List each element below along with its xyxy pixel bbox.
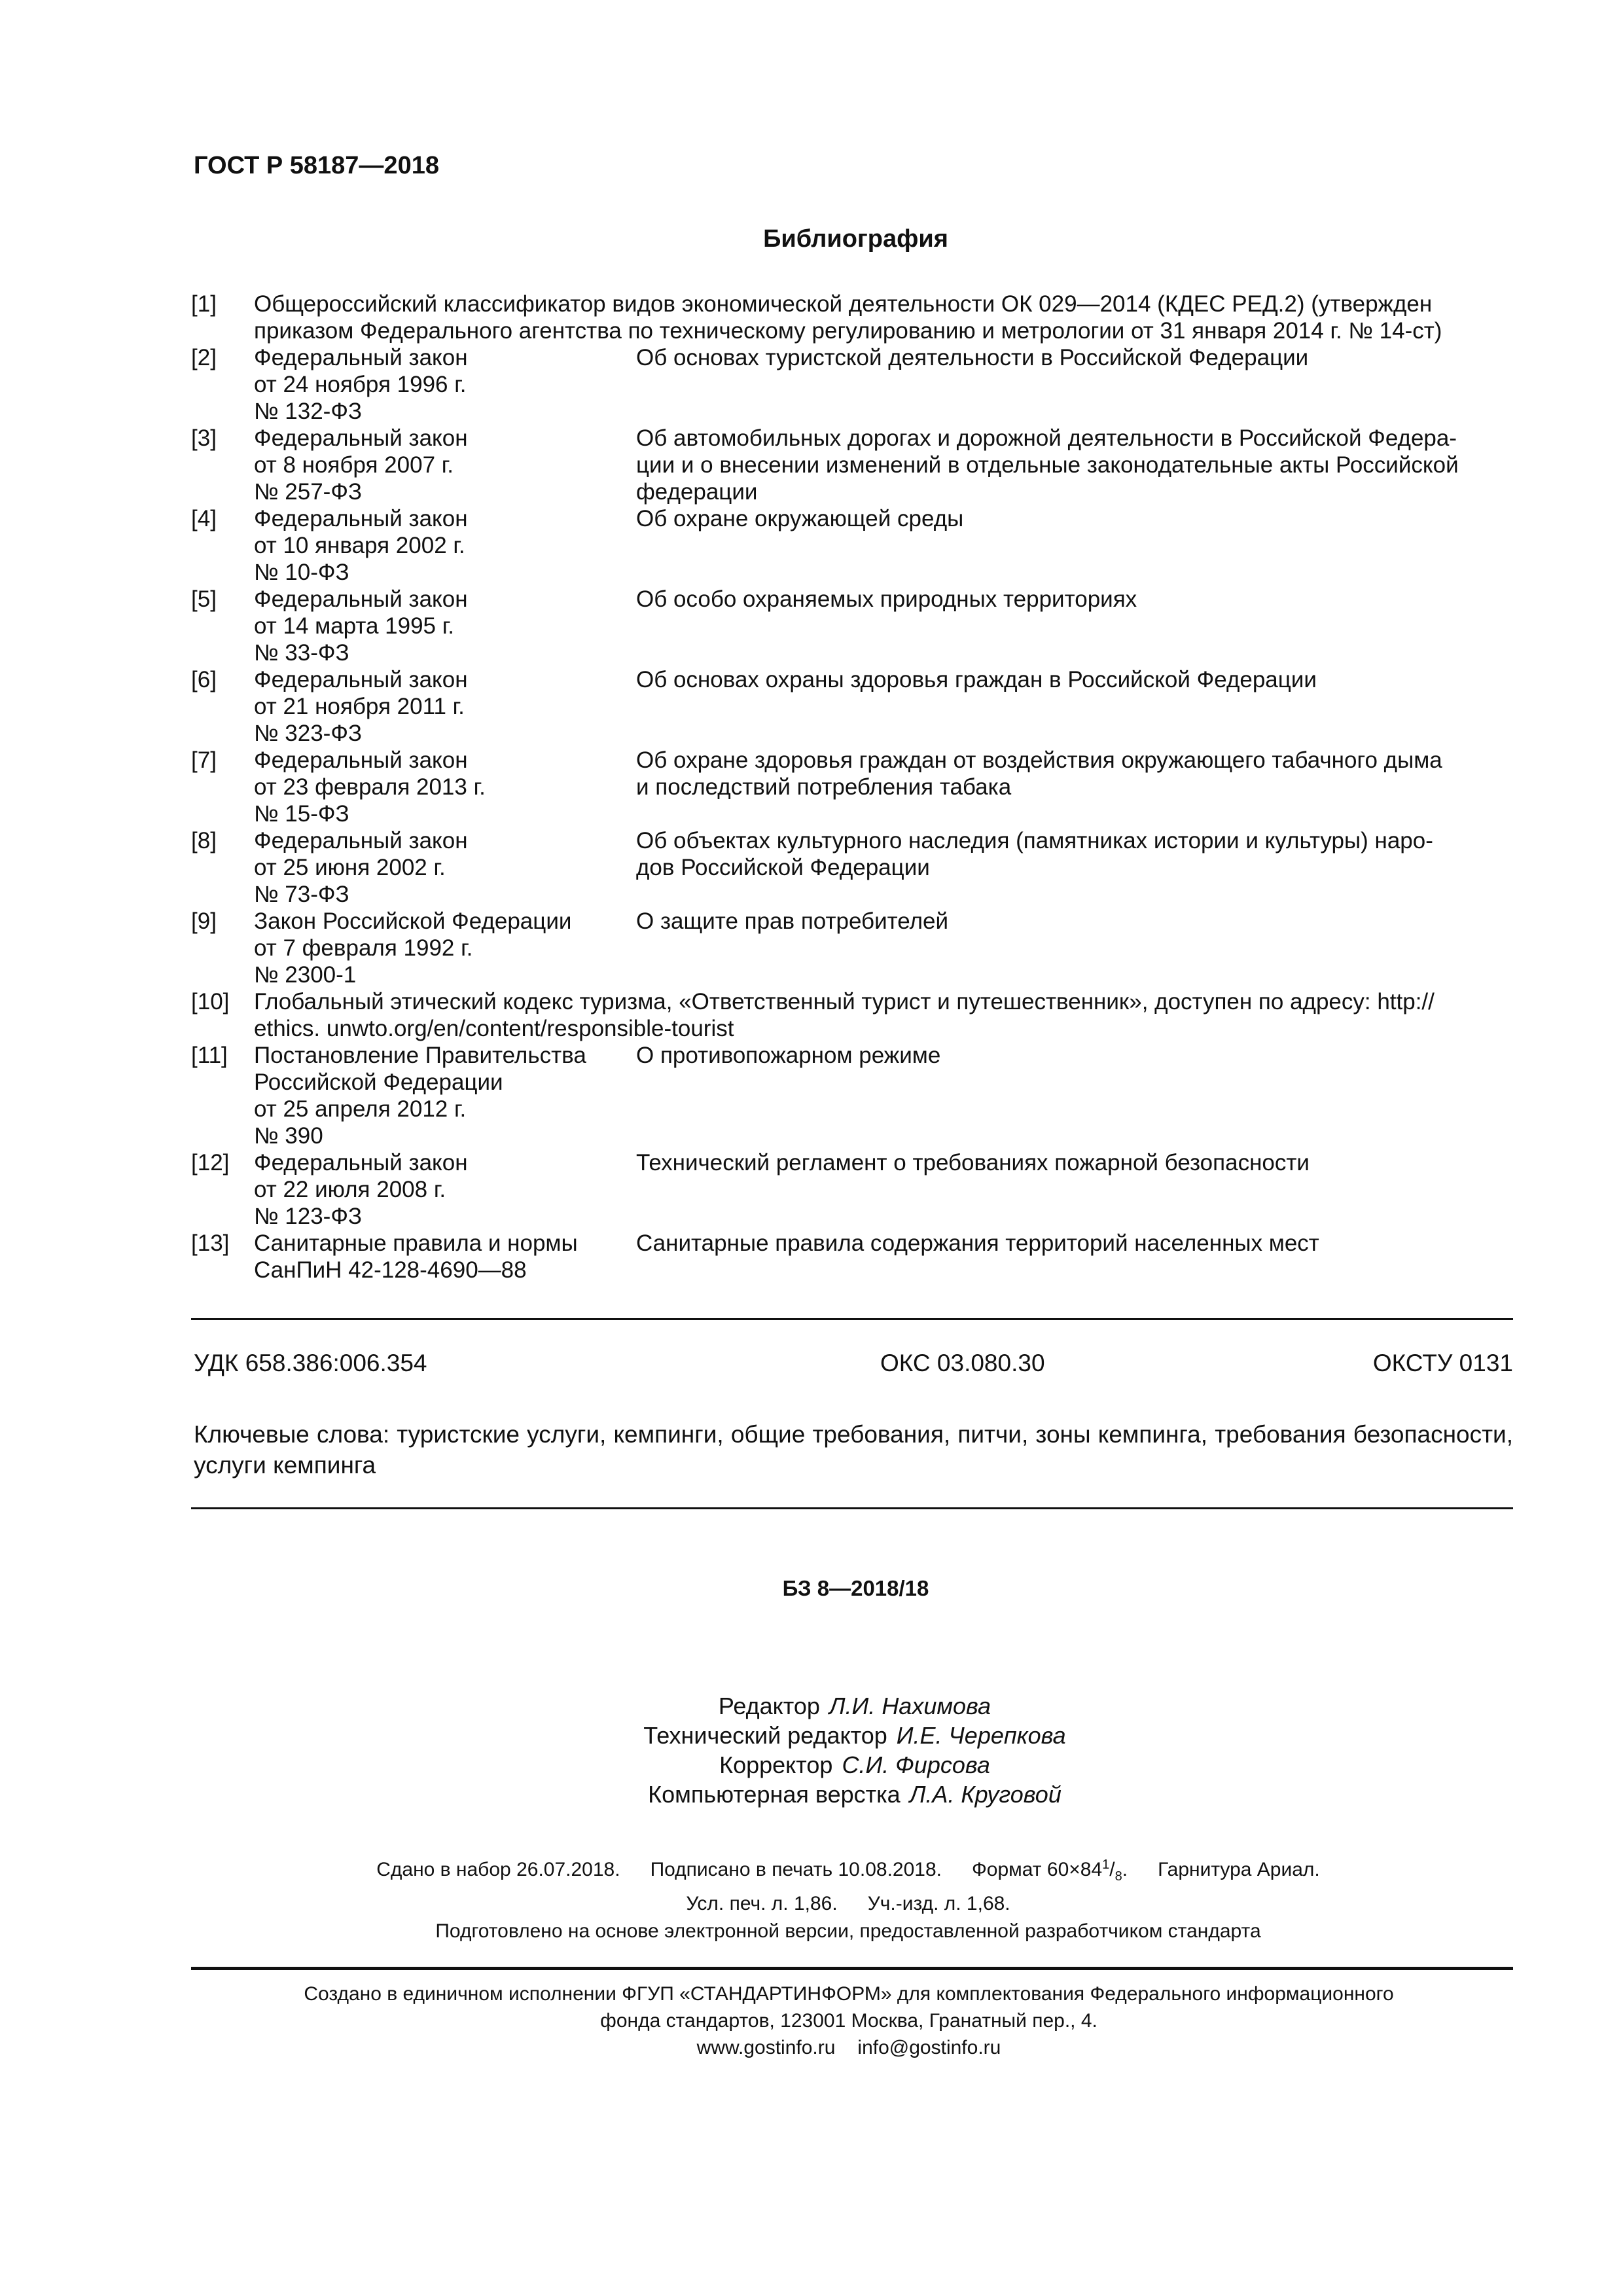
entry-number: [4] [191,506,217,531]
entry-number: [2] [191,345,217,370]
staff-line: Корректор С.И. Фирсова [719,1751,990,1778]
okstu-code: ОКСТУ 0131 [1372,1350,1513,1376]
entry-document: Санитарные правила и нормы СанПиН 42-128-4690—88 [254,1230,578,1283]
entry-document: Федеральный закон от 22 июля 2008 г. № 123-ФЗ [254,1150,468,1229]
entry-title: Об особо охраняемых природных территориях [636,586,1137,612]
email-link[interactable]: info@gostinfo.ru [857,2037,1001,2058]
keywords: Ключевые слова: туристские услуги, кемпинги, общие требования, питчи, зоны кемпинга, требования безопасности, услуги кемпинга [194,1421,1513,1479]
entry-number: [7] [191,747,217,773]
divider [191,1507,1513,1509]
bibliography-entry [191,666,1513,747]
entry-number: [3] [191,425,217,451]
imprint-line-1: Сдано в набор 26.07.2018. Подписано в печать 10.08.2018. Формат $60\times 84^1/_8$. Гарнитура Ариал. [376,1857,1320,1884]
bibliography-entry [191,344,1513,425]
entry-number: [13] [191,1230,230,1256]
entry-document: Федеральный закон от 25 июня 2002 г. № 73-ФЗ [254,828,468,907]
bibliography-entry [191,1230,1513,1283]
entry-title: О защите прав потребителей [636,908,949,934]
entry-number: [8] [191,828,217,853]
entry-document: Постановление Правительства Российской Федерации от 25 апреля 2012 г. № 390 [254,1043,586,1149]
entry-document: Федеральный закон от 8 ноября 2007 г. № 257-ФЗ [254,425,468,505]
bibliography-list [191,291,1513,1283]
staff-line: Технический редактор И.Е. Черепкова [643,1722,1066,1749]
entry-number: [11] [191,1043,228,1068]
bibliography-entry [191,827,1513,908]
imprint [0,1851,1623,1945]
entry-title: Технический регламент о требованиях пожарной безопасности [636,1150,1310,1175]
bibliography-title: Библиография [763,225,948,253]
bibliography-entry [191,291,1513,344]
entry-title: Санитарные правила содержания территорий населенных мест [636,1230,1319,1256]
imprint-line-2: Усл. печ. л. 1,86. Уч.-изд. л. 1,68. [686,1893,1010,1914]
staff-line: Редактор Л.И. Нахимова [718,1693,991,1719]
entry-number: [6] [191,667,217,692]
imprint-line-3: Подготовлено на основе электронной версии, предоставленной разработчиком стандарта [435,1920,1261,1942]
udk-code: УДК 658.386:006.354 [194,1350,427,1376]
bibliography-entry [191,747,1513,827]
oks-code: ОКС 03.080.30 [880,1350,1045,1376]
entry-title: Об основах охраны здоровья граждан в Российской Федерации [636,667,1317,692]
entry-number: [12] [191,1150,230,1175]
bibliography-entry [191,586,1513,666]
entry-document: Федеральный закон от 14 марта 1995 г. № 33-ФЗ [254,586,468,666]
bibliography-entry [191,1149,1513,1230]
entry-title: Об охране здоровья граждан от воздействия окружающего табачного дыма и последствий потребления табака [636,747,1442,800]
entry-title: Об охране окружающей среды [636,506,964,531]
entry-number: [1] [191,291,217,317]
entry-document: Федеральный закон от 21 ноября 2011 г. № 323-ФЗ [254,667,468,746]
entry-document: Закон Российской Федерации от 7 февраля 1992 г. № 2300-1 [254,908,572,988]
bibliography-entry [191,505,1513,586]
entry-number: [9] [191,908,217,934]
entry-document: Федеральный закон от 24 ноября 1996 г. № 132-ФЗ [254,345,468,424]
entry-text: Глобальный этический кодекс туризма, «Ответственный турист и путешественник», доступен по адресу: http:// ethics. unwto.org/en/content/responsible-tourist [254,989,1435,1041]
entry-title: Об объектах культурного наследия (памятниках истории и культуры) наро- дов Российской Федерации [636,828,1433,880]
website-link[interactable]: www.gostinfo.ru [696,2037,836,2058]
entry-title: О противопожарном режиме [636,1043,941,1068]
entry-title: Об автомобильных дорогах и дорожной деятельности в Российской Федера- ции и о внесении изменений в отдельные законодательные акты Российской федерации [636,425,1459,505]
entry-text: Общероссийский классификатор видов экономической деятельности ОК 029—2014 (КДЕС РЕД.2) (утвержден приказом Федерального агентства по техническому регулированию и метрологии от 31 января 2014 г. № 14-ст) [254,291,1442,344]
entry-document: Федеральный закон от 10 января 2002 г. № 10-ФЗ [254,506,468,585]
entry-title: Об основах туристской деятельности в Российской Федерации [636,345,1309,370]
bibliography-entry [191,988,1513,1042]
document-code: ГОСТ Р 58187—2018 [194,152,439,179]
divider [191,1318,1513,1320]
entry-document: Федеральный закон от 23 февраля 2013 г. № 15-ФЗ [254,747,486,827]
staff-list [0,1691,1623,1809]
divider-bold [191,1967,1513,1970]
entry-number: [10] [191,989,230,1014]
staff-line: Компьютерная верстка Л.А. Круговой [648,1781,1061,1808]
bz-number: БЗ 8—2018/18 [782,1576,929,1600]
bibliography-entry [191,1042,1513,1149]
entry-number: [5] [191,586,217,612]
bibliography-entry [191,908,1513,988]
bibliography-entry [191,425,1513,505]
footer: Создано в единичном исполнении ФГУП «СТАНДАРТИНФОРМ» для комплектования Федерального информационного фонда стандартов, 123001 Москва, Гранатный пер., 4. www.gostinfo.ru info@gostinfo.ru [304,1983,1394,2058]
